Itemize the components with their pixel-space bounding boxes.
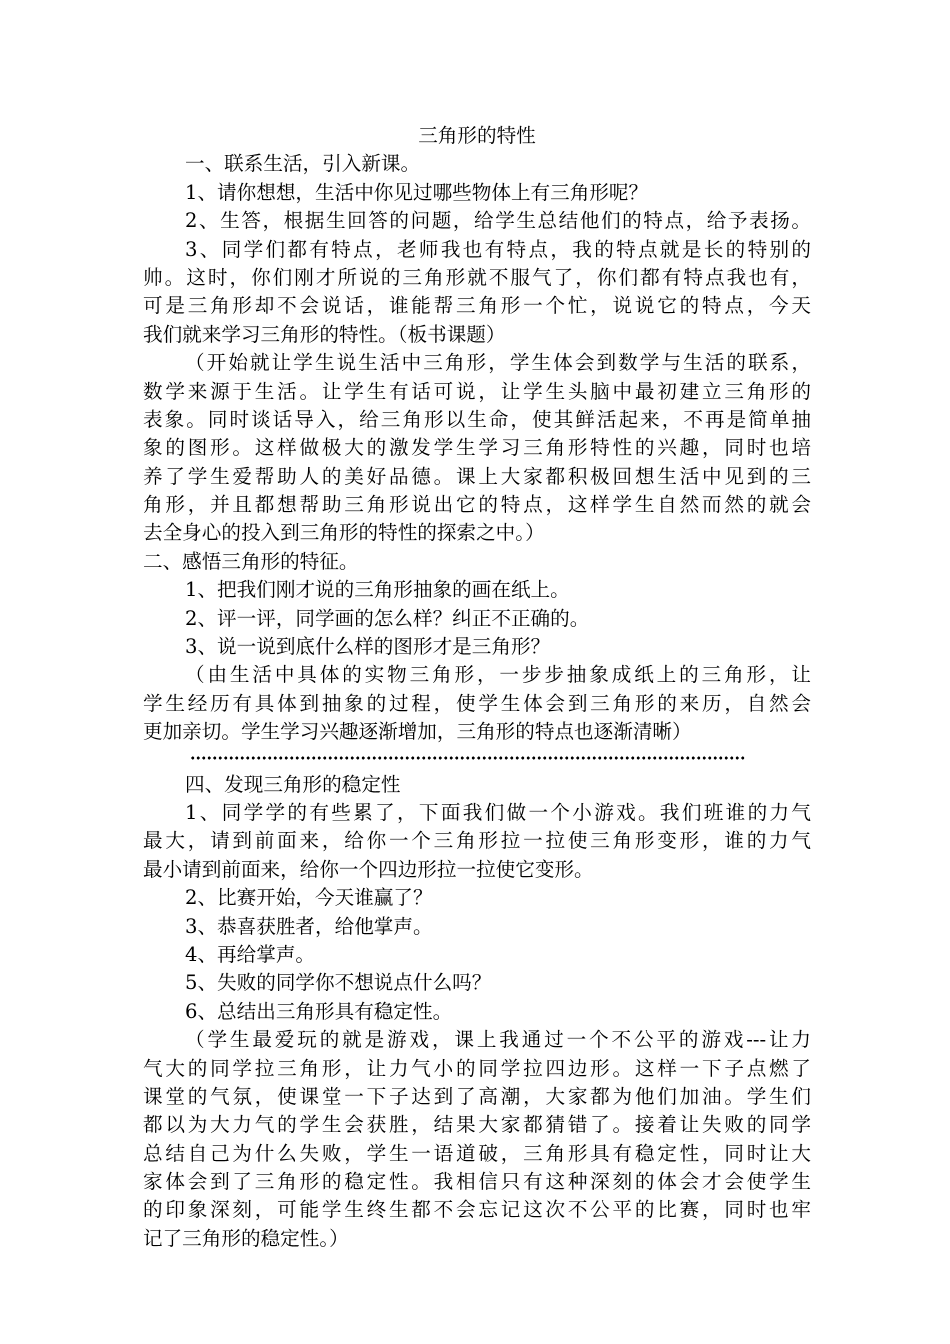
commentary-line: 角形，并且都想帮助三角形说出它的特点，这样学生自然而然的就会 (143, 493, 811, 517)
list-item: 1、把我们刚才说的三角形抽象的画在纸上。 (185, 578, 570, 602)
commentary-line: （由生活中具体的实物三角形，一步步抽象成纸上的三角形，让 (185, 663, 811, 687)
list-item: 5、失败的同学你不想说点什么吗？ (185, 971, 492, 995)
section-heading: 四、发现三角形的稳定性 (185, 772, 401, 796)
commentary-line: 家体会到了三角形的稳定性。我相信只有这种深刻的体会才会使学生 (143, 1170, 811, 1194)
commentary-line: 课堂的气氛，使课堂一下子达到了高潮，大家都为他们加油。学生们 (143, 1084, 811, 1108)
paragraph-line: 3、同学们都有特点，老师我也有特点，我的特点就是长的特别的 (185, 237, 811, 261)
commentary-line: 数学来源于生活。让学生有话可说，让学生头脑中最初建立三角形的 (143, 379, 811, 403)
document-title: 三角形的特性 (418, 124, 536, 147)
commentary-line: 学生经历有具体到抽象的过程，使学生体会到三角形的来历，自然会 (143, 691, 811, 715)
commentary-line: 气大的同学拉三角形，让力气小的同学拉四边形。这样一下子点燃了 (143, 1056, 811, 1080)
paragraph-line: 最小请到前面来，给你一个四边形拉一拉使它变形。 (143, 857, 594, 881)
paragraph-line: 最大，请到前面来，给你一个三角形拉一拉使三角形变形，谁的力气 (143, 829, 811, 853)
commentary-line: 去全身心的投入到三角形的特性的探索之中。） (143, 521, 545, 545)
commentary-line: 记了三角形的稳定性。） (143, 1226, 349, 1250)
commentary-line: （学生最爱玩的就是游戏，课上我通过一个不公平的游戏---让力 (185, 1028, 811, 1052)
section-heading: 二、感悟三角形的特征。 (143, 549, 359, 573)
list-item: 6、总结出三角形具有稳定性。 (185, 999, 453, 1023)
commentary-line: 象的图形。这样做极大的激发学生学习三角形特性的兴趣，同时也培 (143, 436, 811, 460)
paragraph-line: 可是三角形却不会说话，谁能帮三角形一个忙，说说它的特点，今天 (143, 294, 811, 318)
list-item: 2、生答，根据生回答的问题，给学生总结他们的特点，给予表扬。 (185, 209, 811, 233)
section-heading: 一、联系生活，引入新课。 (185, 152, 421, 176)
paragraph-line: 我们就来学习三角形的特性。（板书课题） (143, 322, 506, 346)
list-item: 3、恭喜获胜者，给他掌声。 (185, 914, 433, 938)
list-item: 1、请你想想，生活中你见过哪些物体上有三角形呢？ (185, 180, 649, 204)
ellipsis-divider (143, 747, 811, 771)
commentary-line: 更加亲切。学生学习兴趣逐渐增加，三角形的特点也逐渐清晰） (143, 720, 692, 744)
list-item: 2、评一评，同学画的怎么样？纠正不正确的。 (185, 606, 590, 630)
commentary-line: 表象。同时谈话导入，给三角形以生命，使其鲜活起来，不再是简单抽 (143, 407, 811, 431)
commentary-line: （开始就让学生说生活中三角形，学生体会到数学与生活的联系， (185, 351, 811, 375)
paragraph-line: 帅。这时，你们刚才所说的三角形就不服气了，你们都有特点我也有， (143, 265, 811, 289)
list-item: 2、比赛开始，今天谁赢了？ (185, 886, 433, 910)
commentary-line: 的印象深刻，可能学生终生都不会忘记这次不公平的比赛，同时也牢 (143, 1198, 811, 1222)
list-item: 1、同学学的有些累了，下面我们做一个小游戏。我们班谁的力气 (185, 800, 811, 824)
document-body (143, 122, 811, 1253)
list-item: 3、说一说到底什么样的图形才是三角形？ (185, 635, 551, 659)
list-item: 4、再给掌声。 (185, 942, 316, 966)
commentary-line: 养了学生爱帮助人的美好品德。课上大家都积极回想生活中见到的三 (143, 464, 811, 488)
commentary-line: 都以为大力气的学生会获胜，结果大家都猜错了。接着让失败的同学 (143, 1113, 811, 1137)
commentary-line: 总结自己为什么失败，学生一语道破，三角形具有稳定性，同时让大 (143, 1141, 811, 1165)
